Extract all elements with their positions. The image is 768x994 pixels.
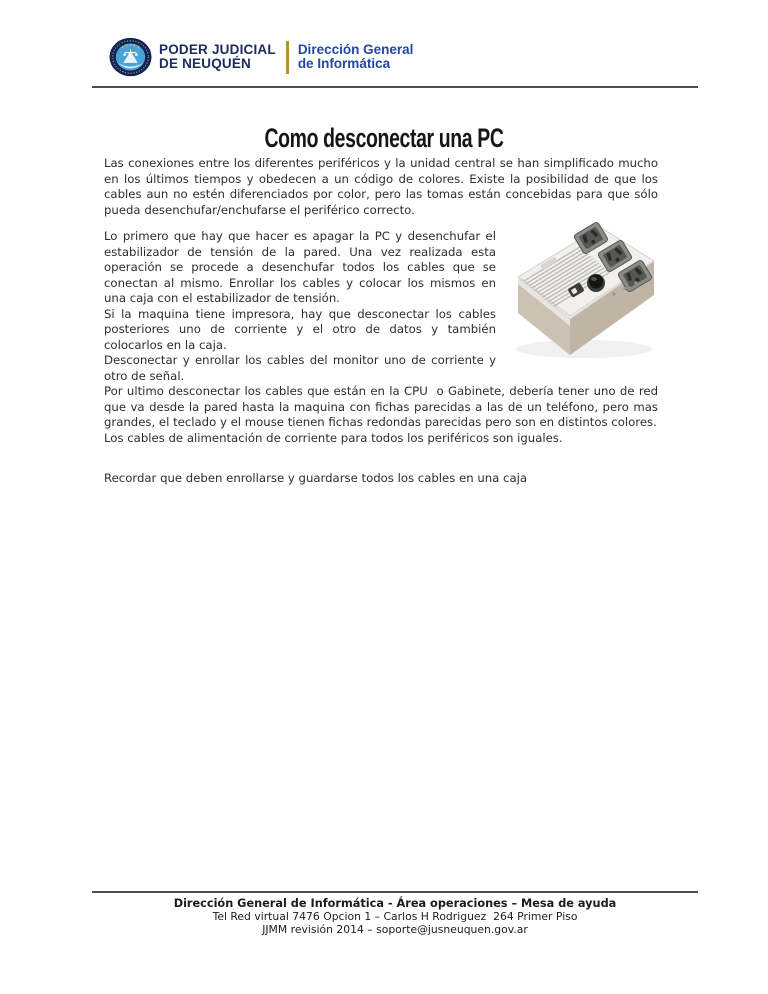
footer-rule: [92, 891, 698, 893]
org-name: [159, 43, 276, 71]
department-line2: de Informática: [297, 56, 391, 71]
footer-revision-line: JJMM revisión 2014 – soporte@jusneuquen.gov.ar: [262, 923, 528, 936]
footer-contact-line: Tel Red virtual 7476 Opcion 1 – Carlos H Rodriguez 264 Primer Piso: [212, 910, 578, 923]
paragraph-printer: Si la maquina tiene impresora, hay que desconectar los cables posteriores uno de corriente y el otro de datos y también colocarlos en la caja.: [104, 306, 500, 352]
stabilizer-photo: [506, 221, 658, 361]
paragraph-group: [104, 229, 662, 446]
org-name-line2: DE NEUQUÉN: [159, 56, 252, 71]
header: [109, 37, 413, 77]
org-logo-icon: [109, 37, 152, 77]
paragraph-cpu: Por ultimo desconectar los cables que están en la CPU o Gabinete, debería tener uno de red que va desde la pared hasta la maquina con fichas parecidas a las de un teléfono, pero mas grandes, el teclado y el mouse tienen fichas redondas parecidas pero son en distintos colores.: [104, 384, 662, 429]
page-title: Como desconectar una PC: [264, 123, 504, 153]
department-name: [298, 43, 414, 71]
paragraph-cables: Los cables de alimentación de corriente para todos los periféricos son iguales.: [104, 430, 563, 445]
header-rule: [92, 86, 698, 88]
title-row: [0, 117, 768, 155]
paragraph-reminder: Recordar que deben enrollarse y guardarse todos los cables en una caja: [104, 471, 528, 485]
header-gold-divider: [286, 41, 289, 74]
org-name-line1: PODER JUDICIAL: [159, 42, 276, 57]
paragraph-monitor: Desconectar y enrollar los cables del monitor uno de corriente y otro de señal.: [104, 353, 500, 383]
footer-department-line: Dirección General de Informática - Área operaciones – Mesa de ayuda: [173, 897, 617, 910]
paragraph-intro: Las conexiones entre los diferentes periféricos y la unidad central se han simplificado mucho en los últimos tiempos y obedecen a un código de colores. Existe la posibilidad de que los cables aun no estén diferenciados por color, pero las tomas están concebidas para que sólo pueda desenchufar/enchufarse el periférico correcto.: [104, 156, 662, 217]
paragraph-steps-1: Lo primero que hay que hacer es apagar la PC y desenchufar el estabilizador de tensión de la pared. Una vez realizada esta operación se procede a desenchufar todos los cables que se conectan al mismo. Enrollar los cables y colocar los mismos en una caja con el estabilizador de tensión.: [104, 229, 500, 305]
department-line1: Dirección General: [297, 42, 414, 57]
document-body: [104, 156, 662, 487]
footer: [92, 897, 698, 936]
